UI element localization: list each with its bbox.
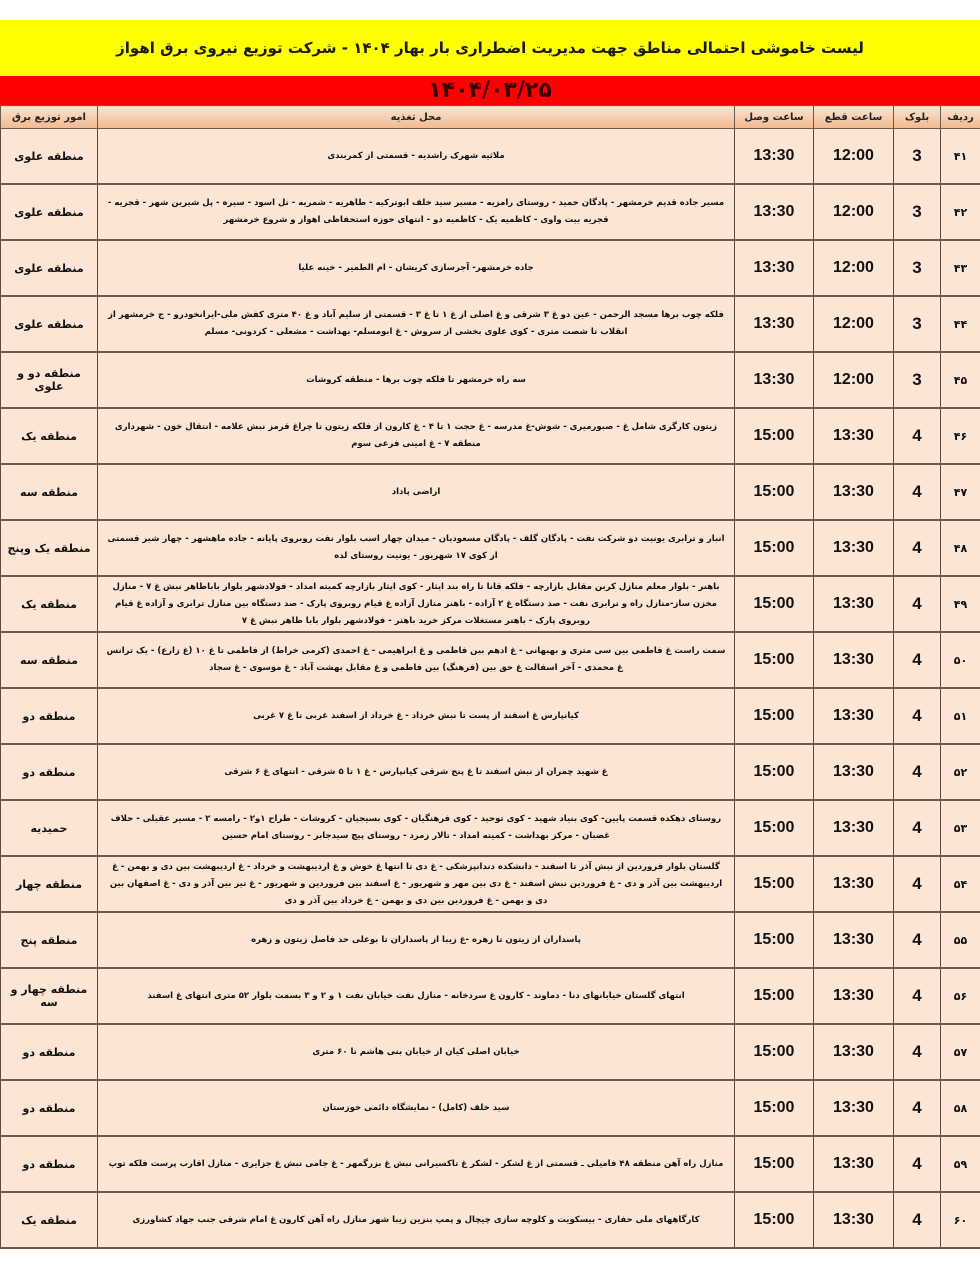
- distribution-region: منطقه علوی: [1, 240, 98, 296]
- feed-location: روستای دهکده قسمت پایین- کوی بنیاد شهید - کوی توحید - کوی فرهنگیان - کوی بسیجیان - کروشات - طراح ۱و۲ - رامسه ۲ - مسیر عقیلی - حلاف غضبان - مرکز بهداشت - کمیته امداد - تالار زمرد - روستای پیچ سیدجابر - روستای امام حسین: [98, 800, 735, 856]
- row-number: ۵۸: [941, 1080, 980, 1136]
- connect-time: 13:30: [735, 240, 814, 296]
- table-row: [1, 968, 980, 1024]
- header-cut-time: ساعت قطع: [814, 106, 894, 129]
- cut-time: 13:30: [814, 968, 894, 1024]
- feed-location: جاده خرمشهر- آجرسازی کریشان - ام الطمیر - خینه علیا: [98, 240, 735, 296]
- feed-location: ملاثیه شهرک راشدیه - قسمتی از کمربندی: [98, 129, 735, 185]
- header-row-number: ردیف: [941, 106, 980, 129]
- cut-time: 13:30: [814, 744, 894, 800]
- table-row: [1, 129, 980, 185]
- table-row: [1, 464, 980, 520]
- header-connect-time: ساعت وصل: [735, 106, 814, 129]
- distribution-region: منطقه علوی: [1, 184, 98, 240]
- connect-time: 15:00: [735, 464, 814, 520]
- cut-time: 13:30: [814, 1024, 894, 1080]
- block-number: 4: [894, 576, 941, 632]
- connect-time: 15:00: [735, 856, 814, 912]
- distribution-region: منطقه سه: [1, 632, 98, 688]
- distribution-region: منطقه یک: [1, 1192, 98, 1248]
- feed-location: اراضی پاداد: [98, 464, 735, 520]
- row-number: ۴۳: [941, 240, 980, 296]
- schedule-date: ۱۴۰۴/۰۳/۲۵: [428, 78, 552, 103]
- distribution-region: منطقه دو: [1, 688, 98, 744]
- distribution-region: منطقه چهار و سه: [1, 968, 98, 1024]
- cut-time: 13:30: [814, 1136, 894, 1192]
- block-number: 3: [894, 352, 941, 408]
- connect-time: 13:30: [735, 129, 814, 185]
- row-number: ۵۹: [941, 1136, 980, 1192]
- cut-time: 12:00: [814, 129, 894, 185]
- feed-location: منازل راه آهن منطقه ۴۸ فامیلی ـ قسمتی از غ لشکر - لشکر غ تاکسیرانی نبش غ بزرگمهر - غ جامی نبش غ جزایری - منازل اقارب پرست فلکه توپ: [98, 1136, 735, 1192]
- distribution-region: منطقه دو: [1, 1080, 98, 1136]
- row-number: ۴۶: [941, 408, 980, 464]
- table-row: [1, 408, 980, 464]
- table-row: [1, 184, 980, 240]
- distribution-region: منطقه یک: [1, 576, 98, 632]
- table-row: [1, 240, 980, 296]
- connect-time: 15:00: [735, 632, 814, 688]
- block-number: 4: [894, 1080, 941, 1136]
- cut-time: 13:30: [814, 1080, 894, 1136]
- date-banner: [0, 76, 980, 105]
- table-row: [1, 800, 980, 856]
- row-number: ۴۹: [941, 576, 980, 632]
- table-row: [1, 912, 980, 968]
- row-number: ۴۸: [941, 520, 980, 576]
- row-number: ۴۱: [941, 129, 980, 185]
- table-row: [1, 520, 980, 576]
- block-number: 4: [894, 688, 941, 744]
- page-title: لیست خاموشی احتمالی مناطق جهت مدیریت اضطراری بار بهار ۱۴۰۴ - شرکت توزیع نیروی برق اهواز: [116, 39, 864, 57]
- outage-schedule-table: [0, 105, 980, 1249]
- row-number: ۴۲: [941, 184, 980, 240]
- row-number: ۵۴: [941, 856, 980, 912]
- block-number: 3: [894, 129, 941, 185]
- table-row: [1, 1136, 980, 1192]
- block-number: 4: [894, 464, 941, 520]
- connect-time: 15:00: [735, 408, 814, 464]
- block-number: 4: [894, 408, 941, 464]
- row-number: ۴۴: [941, 296, 980, 352]
- connect-time: 13:30: [735, 352, 814, 408]
- cut-time: 13:30: [814, 464, 894, 520]
- feed-location: پاسداران از زیتون تا زهره -غ زیبا از پاسداران تا بوعلی حد فاصل زیتون و زهره: [98, 912, 735, 968]
- block-number: 3: [894, 184, 941, 240]
- block-number: 3: [894, 240, 941, 296]
- block-number: 4: [894, 968, 941, 1024]
- distribution-region: منطقه دو و علوی: [1, 352, 98, 408]
- table-row: [1, 688, 980, 744]
- distribution-region: منطقه علوی: [1, 296, 98, 352]
- cut-time: 13:30: [814, 1192, 894, 1248]
- cut-time: 13:30: [814, 912, 894, 968]
- row-number: ۴۵: [941, 352, 980, 408]
- distribution-region: منطقه دو: [1, 744, 98, 800]
- table-row: [1, 1024, 980, 1080]
- connect-time: 15:00: [735, 744, 814, 800]
- distribution-region: منطقه یک وپنج: [1, 520, 98, 576]
- cut-time: 13:30: [814, 520, 894, 576]
- row-number: ۵۶: [941, 968, 980, 1024]
- table-row: [1, 576, 980, 632]
- block-number: 4: [894, 1024, 941, 1080]
- cut-time: 12:00: [814, 240, 894, 296]
- feed-location: گلستان بلوار فروردین از نبش آذر تا اسفند - دانشکده دندانپزشکی - غ دی تا انتها غ خوش و غ اردیبهشت و خرداد - غ اردیبهشت بین دی و بهمن - غ اردیبهشت بین آذر و دی - غ فروردین نبش اسفند - غ دی بین مهر و شهریور - غ اسفند بین فروردین و شهریور - غ تیر بین آذر و دی - غ اصفهان بین دی و بهمن - غ فروردین بین دی و بهمن - غ خرداد بین آذر و دی: [98, 856, 735, 912]
- block-number: 3: [894, 296, 941, 352]
- distribution-region: منطقه یک: [1, 408, 98, 464]
- cut-time: 13:30: [814, 576, 894, 632]
- feed-location: زیتون کارگری شامل غ - صبورمیری - شوش-غ مدرسه - غ حجت ۱ تا ۴ - غ کارون از فلکه زیتون تا چراغ قرمز نبش علامه - انتقال خون - شهرداری منطقه ۷ - غ امینی فرعی سوم: [98, 408, 735, 464]
- feed-location: انبار و ترابری یونیت دو شرکت نفت - پادگان گلف - پادگان مسعودیان - میدان چهار اسب بلوار نفت روبروی پایانه - جاده ماهشهر - چهار شیر قسمتی از کوی ۱۷ شهریور - یونیت روستای لده: [98, 520, 735, 576]
- table-row: [1, 1080, 980, 1136]
- block-number: 4: [894, 520, 941, 576]
- header-region: امور توزیع برق: [1, 106, 98, 129]
- feed-location: مسیر جاده قدیم خرمشهر - پادگان حمید - روستای رامزیه - مسیر سید خلف ابوترکیه - طاهریه - شمریه - تل اسود - سیره - پل شیرین شهر - قجریه - قجریه بیت واوی - کاظمیه یک - کاظمیه دو - انتهای حوزه استحفاظی اهواز و شروع خرمشهر: [98, 184, 735, 240]
- cut-time: 13:30: [814, 856, 894, 912]
- distribution-region: منطقه پنج: [1, 912, 98, 968]
- feed-location: سید خلف (کامل) - نمایشگاه دائمی خوزستان: [98, 1080, 735, 1136]
- block-number: 4: [894, 632, 941, 688]
- table-header-row: [1, 106, 980, 129]
- header-location: محل تغذیه: [98, 106, 735, 129]
- row-number: ۵۰: [941, 632, 980, 688]
- block-number: 4: [894, 912, 941, 968]
- feed-location: غ شهید چمران از نبش اسفند تا غ پنج شرقی کیانپارس - غ ۱ تا ۵ شرقی - انتهای غ ۶ شرقی: [98, 744, 735, 800]
- cut-time: 13:30: [814, 800, 894, 856]
- feed-location: کارگاههای ملی حفاری - بیسکویت و کلوچه سازی چیچال و پمپ بنزین زیبا شهر منازل راه آهن کارون غ امام شرقی جنب جهاد کشاورزی: [98, 1192, 735, 1248]
- table-row: [1, 744, 980, 800]
- feed-location: سه راه خرمشهر تا فلکه چوب برها - منطقه کروشات: [98, 352, 735, 408]
- cut-time: 12:00: [814, 184, 894, 240]
- cut-time: 12:00: [814, 352, 894, 408]
- title-banner: [0, 20, 980, 76]
- connect-time: 15:00: [735, 1024, 814, 1080]
- table-row: [1, 296, 980, 352]
- connect-time: 15:00: [735, 800, 814, 856]
- row-number: ۵۳: [941, 800, 980, 856]
- connect-time: 15:00: [735, 688, 814, 744]
- table-row: [1, 1192, 980, 1248]
- feed-location: خیابان اصلی کیان از خیابان بنی هاشم تا ۶۰ متری: [98, 1024, 735, 1080]
- block-number: 4: [894, 1192, 941, 1248]
- connect-time: 15:00: [735, 576, 814, 632]
- row-number: ۵۱: [941, 688, 980, 744]
- cut-time: 12:00: [814, 296, 894, 352]
- block-number: 4: [894, 856, 941, 912]
- connect-time: 15:00: [735, 1080, 814, 1136]
- connect-time: 15:00: [735, 912, 814, 968]
- distribution-region: منطقه دو: [1, 1136, 98, 1192]
- row-number: ۵۷: [941, 1024, 980, 1080]
- connect-time: 15:00: [735, 1136, 814, 1192]
- block-number: 4: [894, 1136, 941, 1192]
- row-number: ۶۰: [941, 1192, 980, 1248]
- cut-time: 13:30: [814, 408, 894, 464]
- row-number: ۵۵: [941, 912, 980, 968]
- block-number: 4: [894, 744, 941, 800]
- connect-time: 13:30: [735, 184, 814, 240]
- table-row: [1, 352, 980, 408]
- row-number: ۴۷: [941, 464, 980, 520]
- feed-location: سمت راست غ فاطمی بین سی متری و بهبهانی - غ ادهم بین فاطمی و غ ابراهیمی - غ احمدی (کرمی خراط) از فاطمی تا غ ۱۰ (غ زارع) - یک ترانس غ محمدی - آخر اسفالت غ حق بین (فرهنگ) بین فاطمی و غ مقابل بهشت آباد - غ موسوی - غ سجاد: [98, 632, 735, 688]
- feed-location: انتهای گلستان خیابانهای دنا - دماوند - کارون غ سردخانه - منازل نفت خیابان نفت ۱ و ۲ و ۳ بسمت بلوار ۵۲ متری انتهای غ اسفند: [98, 968, 735, 1024]
- feed-location: باهنر - بلوار معلم منازل کربن مقابل بازارچه - فلکه قانا تا راه بند ایثار - کوی ایثار بازارچه کمیته امداد - فولادشهر بلوار باباطاهر نبش غ ۷ - منازل مخزن ساز-منازل راه و ترابری نفت - صد دستگاه غ ۲ آزاده - باهنر منازل آزاده غ قیام روبروی پارک - صد دستگاه بین منازل ترابری و آزاده غ قیام روبروی پارک - باهنر مستغلات مرکز خرید باهنر - فولادشهر بلوار بابا طاهر نبش غ ۷: [98, 576, 735, 632]
- table-row: [1, 856, 980, 912]
- row-number: ۵۲: [941, 744, 980, 800]
- connect-time: 15:00: [735, 968, 814, 1024]
- distribution-region: منطقه سه: [1, 464, 98, 520]
- distribution-region: منطقه دو: [1, 1024, 98, 1080]
- cut-time: 13:30: [814, 632, 894, 688]
- distribution-region: منطقه علوی: [1, 129, 98, 185]
- feed-location: فلکه چوب برها مسجد الرحمن - عین دو غ ۳ شرقی و غ اصلی از غ ۱ تا غ ۳ - قسمتی از سلیم آباد و غ ۴۰ متری کفش ملی-ایرانخودرو - ج خرمشهر از انقلاب تا شصت متری - کوی علوی بخشی از سروش - غ ابومسلم- بهداشت - مشعلی - کردونی- مسلم: [98, 296, 735, 352]
- connect-time: 15:00: [735, 1192, 814, 1248]
- distribution-region: منطقه چهار: [1, 856, 98, 912]
- top-margin: [0, 0, 980, 20]
- connect-time: 15:00: [735, 520, 814, 576]
- table-row: [1, 632, 980, 688]
- connect-time: 13:30: [735, 296, 814, 352]
- distribution-region: حمیدیه: [1, 800, 98, 856]
- header-block: بلوک: [894, 106, 941, 129]
- cut-time: 13:30: [814, 688, 894, 744]
- block-number: 4: [894, 800, 941, 856]
- feed-location: کیانپارس غ اسفند از پست تا نبش خرداد - غ خرداد از اسفند غربی تا غ ۷ غربی: [98, 688, 735, 744]
